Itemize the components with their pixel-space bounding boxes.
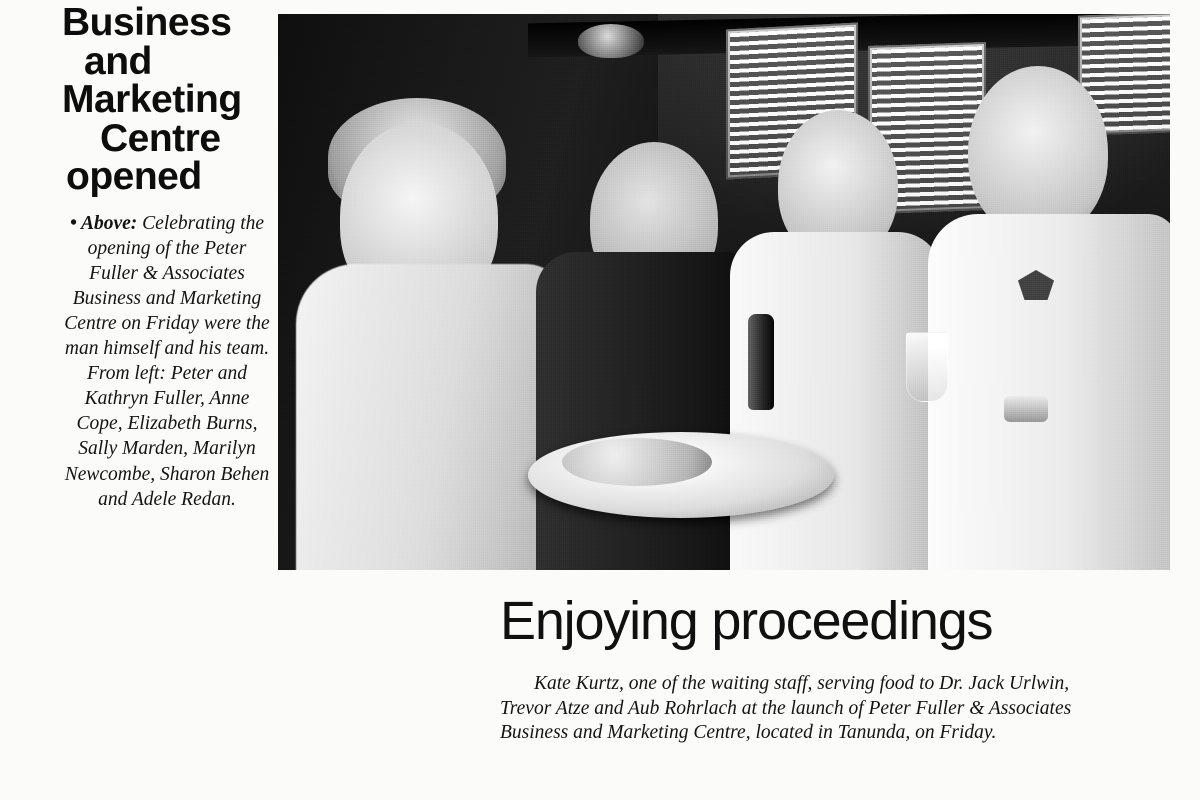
headline-line-2: and — [84, 39, 152, 83]
photo-person-4-head — [968, 66, 1108, 238]
photo-caption-bottom — [500, 672, 1110, 746]
headline-line-3: Marketing — [62, 78, 242, 122]
caption-left-text: Celebrating the opening of the Peter Fuller & Associates Business and Marketing Centre on Friday were the man himself and his team. From left: Peter and Kathryn Fuller, Anne Cope, Elizabeth Burns, Sally Marden, Marilyn Newcombe, Sharon Behen and Adele Redan. — [64, 213, 270, 510]
headline-line-1: Business — [62, 1, 232, 44]
secondary-headline: Enjoying proceedings — [500, 591, 993, 651]
left-column — [62, 1, 272, 512]
photo-beer-bottle — [748, 314, 774, 410]
photo-ceiling-lamp — [578, 24, 644, 58]
photo-person-4-body — [928, 214, 1170, 570]
photo-scene — [278, 14, 1170, 570]
photo-caption-left — [62, 211, 272, 512]
headline-line-5: opened — [66, 155, 202, 199]
photo-person-1-body — [296, 264, 566, 570]
headline-line-4: Centre — [100, 116, 221, 160]
photo-wine-glass — [906, 332, 948, 402]
caption-bottom-text: Kate Kurtz, one of the waiting staff, serving food to Dr. Jack Urlwin, Trevor Atze and Aub Rohrlach at the launch of Peter Fuller & Associates Business and Marketing Centre, located in Tanunda, on Friday. — [500, 673, 1072, 744]
photo-food — [562, 438, 712, 486]
photo-wristwatch — [1004, 396, 1048, 422]
page-title — [62, 1, 272, 199]
press-photo — [278, 14, 1170, 570]
caption-lead-label: • Above: — [69, 213, 138, 235]
